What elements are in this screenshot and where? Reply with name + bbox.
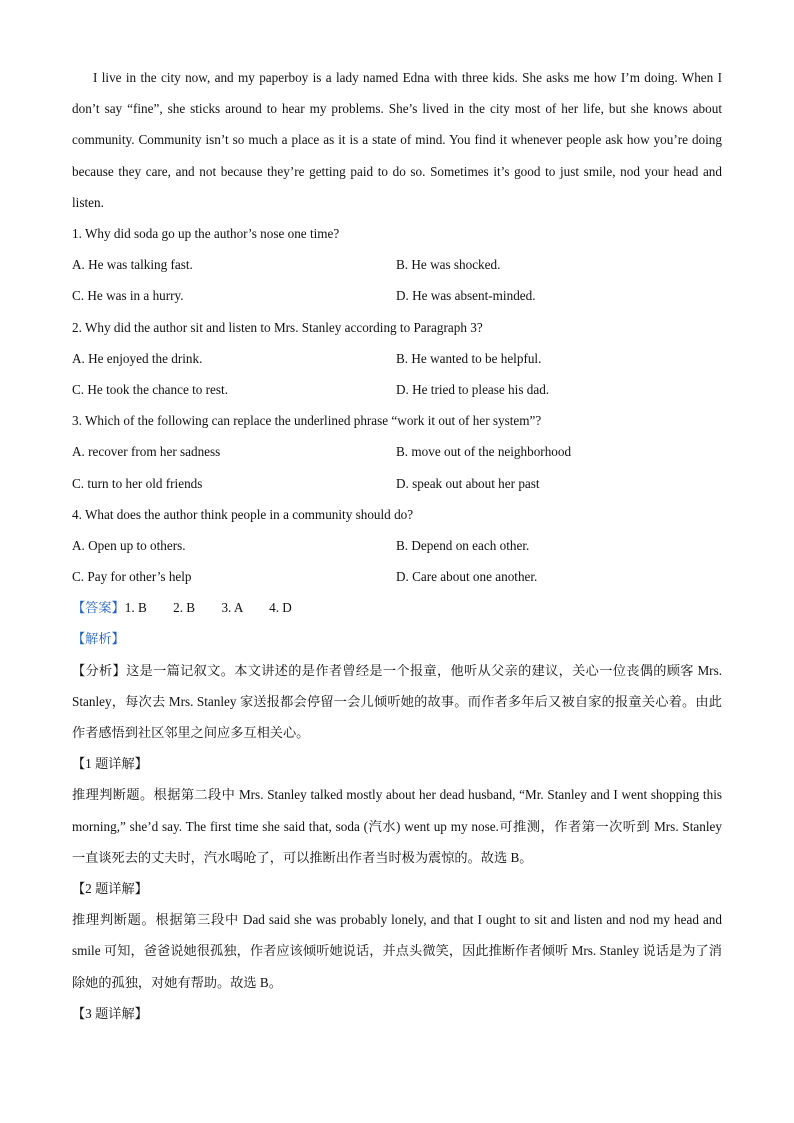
option-b: B. He was shocked. (396, 257, 501, 273)
option-b: B. Depend on each other. (396, 537, 530, 553)
option-a: A. He was talking fast. (72, 257, 193, 273)
option-c: C. He was in a hurry. (72, 288, 184, 304)
answer-label: 【答案】 (72, 600, 125, 616)
option-a: A. He enjoyed the drink. (72, 350, 203, 366)
option-row (72, 530, 722, 561)
analysis-sub-label: 【分析】 (72, 662, 127, 678)
question-stem: 3. Which of the following can replace the underlined phrase “work it out of her system”? (72, 413, 542, 429)
option-row (72, 436, 722, 467)
option-a: A. recover from her sadness (72, 444, 221, 460)
analysis-label: 【解析】 (72, 631, 125, 647)
option-b: B. He wanted to be helpful. (396, 350, 542, 366)
detail-1-heading: 【1 题详解】 (72, 756, 148, 772)
option-c: C. turn to her old friends (72, 475, 203, 491)
option-d: D. speak out about her past (396, 475, 540, 491)
detail-2-text: 推理判断题。根据第三段中 Dad said she was probably lonely, and that I ought to sit and listen and nod my head and smile 可知，爸爸说她很孤独，作者应该倾听她说话，并点头微笑，因此推断作者倾听 Mrs. Stanley 说话是为了消除她的孤独，对她有帮助。故选 B。 (72, 912, 722, 990)
option-c: C. Pay for other’s help (72, 569, 192, 585)
detail-3-heading: 【3 题详解】 (72, 1005, 148, 1021)
detail-2-heading: 【2 题详解】 (72, 881, 148, 897)
option-d: D. Care about one another. (396, 569, 538, 585)
option-row (72, 249, 722, 280)
question-stem: 4. What does the author think people in a community should do? (72, 506, 414, 522)
option-row (72, 343, 722, 374)
option-b: B. move out of the neighborhood (396, 444, 572, 460)
analysis-paragraph (72, 655, 722, 749)
option-c: C. He took the chance to rest. (72, 381, 229, 397)
option-d: D. He was absent-minded. (396, 288, 536, 304)
answer-text: 1. B 2. B 3. A 4. D (124, 600, 292, 616)
option-row (72, 561, 722, 592)
analysis-text: 这是一篇记叙文。本文讲述的是作者曾经是一个报童，他听从父亲的建议，关心一位丧偶的顾客 Mrs. Stanley，每次去 Mrs. Stanley 家送报都会停留一会儿倾听她的故事。而作者多年后又被自家的报童关心着。由此作者感悟到社区邻里之间应多互相关心。 (72, 662, 723, 741)
detail-1-text: 推理判断题。根据第二段中 Mrs. Stanley talked mostly about her dead husband, “Mr. Stanley and I went shopping this morning,” she’d say. The first time she said that, soda (汽水) went up my nose.可推测，作者第一次听到 Mrs. Stanley 一直谈死去的丈夫时，汽水喝呛了，可以推断出作者当时极为震惊的。故选 B。 (72, 787, 722, 865)
analysis-heading (72, 623, 722, 654)
question-stem: 2. Why did the author sit and listen to Mrs. Stanley according to Paragraph 3? (72, 319, 483, 335)
document-page (72, 62, 722, 1029)
option-row (72, 280, 722, 311)
option-row (72, 468, 722, 499)
option-row (72, 374, 722, 405)
option-a: A. Open up to others. (72, 537, 186, 553)
question-3 (72, 405, 722, 499)
question-stem: 1. Why did soda go up the author’s nose one time? (72, 226, 340, 242)
question-1 (72, 218, 722, 312)
option-d: D. He tried to please his dad. (396, 381, 550, 397)
answer-line (72, 592, 722, 623)
passage-paragraph (72, 62, 722, 218)
passage-text: I live in the city now, and my paperboy is a lady named Edna with three kids. She asks me how I’m doing. When I don’t say “fine”, she sticks around to hear my problems. She’s lived in the city most of her life, but she knows about community. Community isn’t so much a place as it is a state of mind. You find it whenever people ask how you’re doing because they care, and not because they’re getting paid to do so. Sometimes it’s good to just smile, nod your head and listen. (72, 70, 722, 210)
question-2 (72, 312, 722, 406)
question-4 (72, 499, 722, 593)
